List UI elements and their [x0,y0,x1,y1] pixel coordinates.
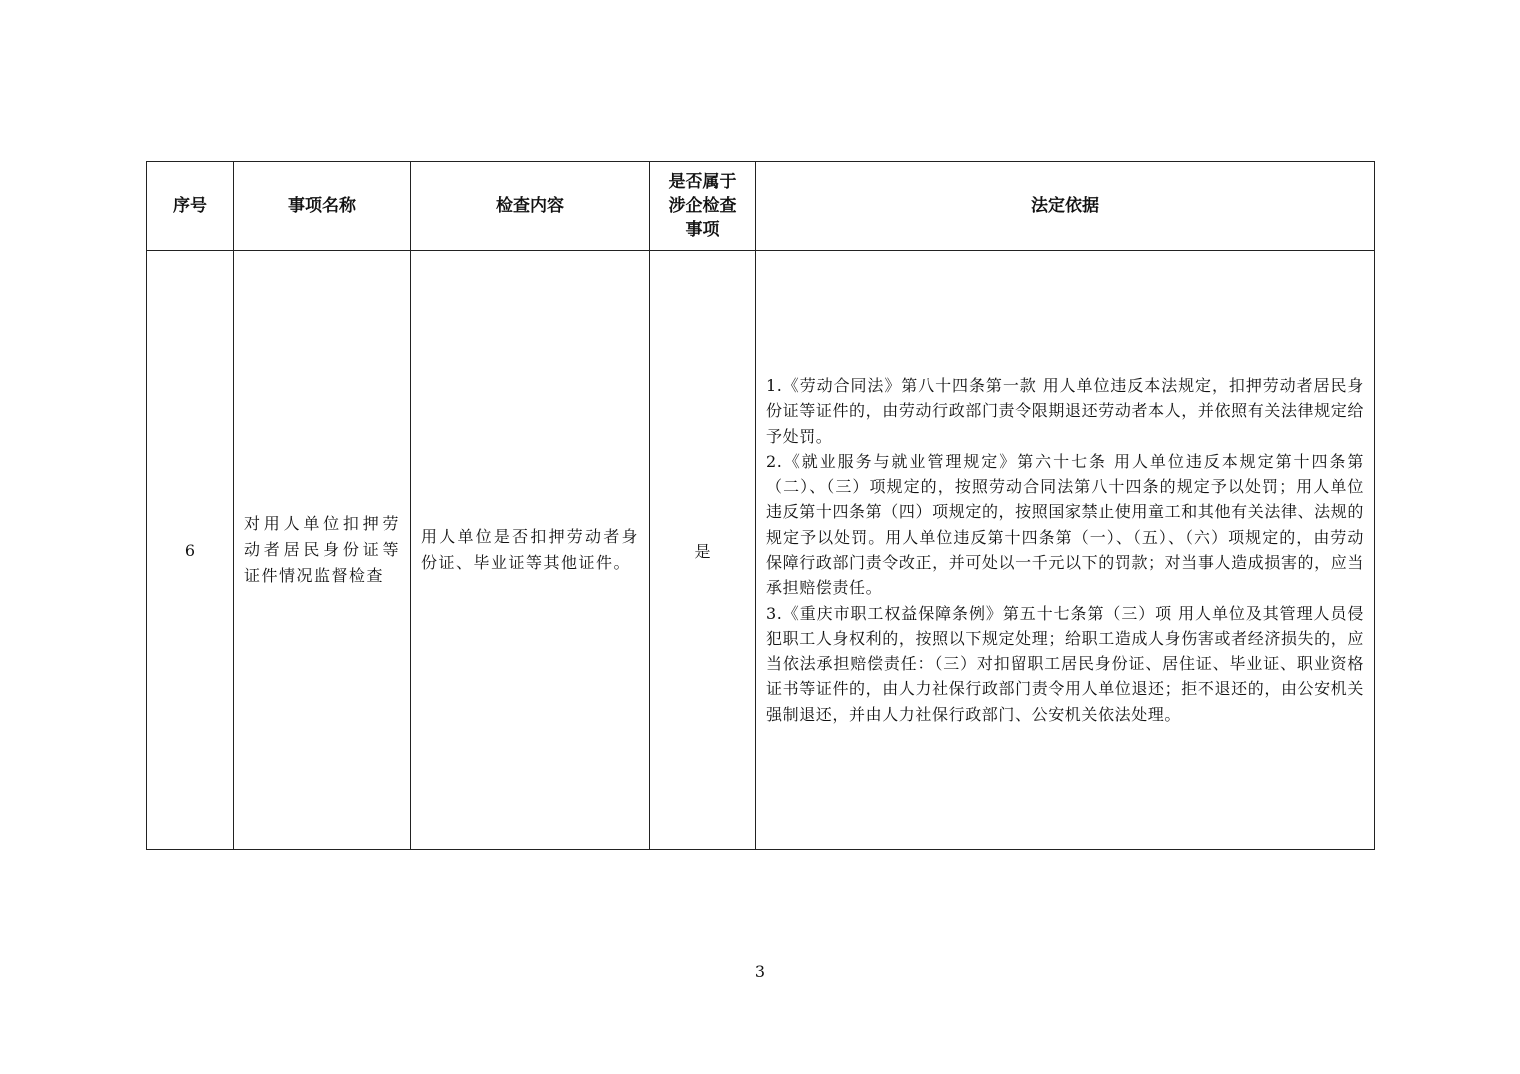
cell-legal-basis [756,251,1375,850]
header-seq: 序号 [147,162,234,251]
legal-basis-clause-3: 3.《重庆市职工权益保障条例》第五十七条第（三）项 用人单位及其管理人员侵犯职工人身权利的，按照以下规定处理；给职工造成人身伤害或者经济损失的，应当依法承担赔偿责任：（三）对扣留职工居民身份证、居住证、毕业证、职业资格证书等证件的，由人力社保行政部门责令用人单位退还；拒不退还的，由公安机关强制退还，并由人力社保行政部门、公安机关依法处理。 [766,603,1364,724]
inspection-items-table [146,161,1375,850]
cell-enterprise-related: 是 [650,251,756,850]
header-legal-basis: 法定依据 [756,162,1375,251]
table-row [147,251,1375,850]
cell-seq: 6 [147,251,234,850]
table-header-row [147,162,1375,251]
header-check-content: 检查内容 [411,162,650,251]
legal-basis-clause-1: 1.《劳动合同法》第八十四条第一款 用人单位违反本法规定，扣押劳动者居民身份证等证件的，由劳动行政部门责令限期退还劳动者本人，并依照有关法律规定给予处罚。 [766,375,1364,446]
legal-basis-clause-2: 2.《就业服务与就业管理规定》第六十七条 用人单位违反本规定第十四条第（二）、（三）项规定的，按照劳动合同法第八十四条的规定予以处罚；用人单位违反第十四条第（四）项规定的，按照国家禁止使用童工和其他有关法律、法规的规定予以处罚。用人单位违反第十四条第（一）、（五）、（六）项规定的，由劳动保障行政部门责令改正，并可处以一千元以下的罚款；对当事人造成损害的，应当承担赔偿责任。 [766,451,1364,598]
header-enterprise-related [650,162,756,251]
cell-check-content: 用人单位是否扣押劳动者身份证、毕业证等其他证件。 [411,251,650,850]
page-number: 3 [754,962,766,981]
cell-item-name: 对用人单位扣押劳动者居民身份证等证件情况监督检查 [234,251,411,850]
header-item-name: 事项名称 [234,162,411,251]
header-enterprise-related-label: 是否属于涉企检查事项 [668,172,737,240]
